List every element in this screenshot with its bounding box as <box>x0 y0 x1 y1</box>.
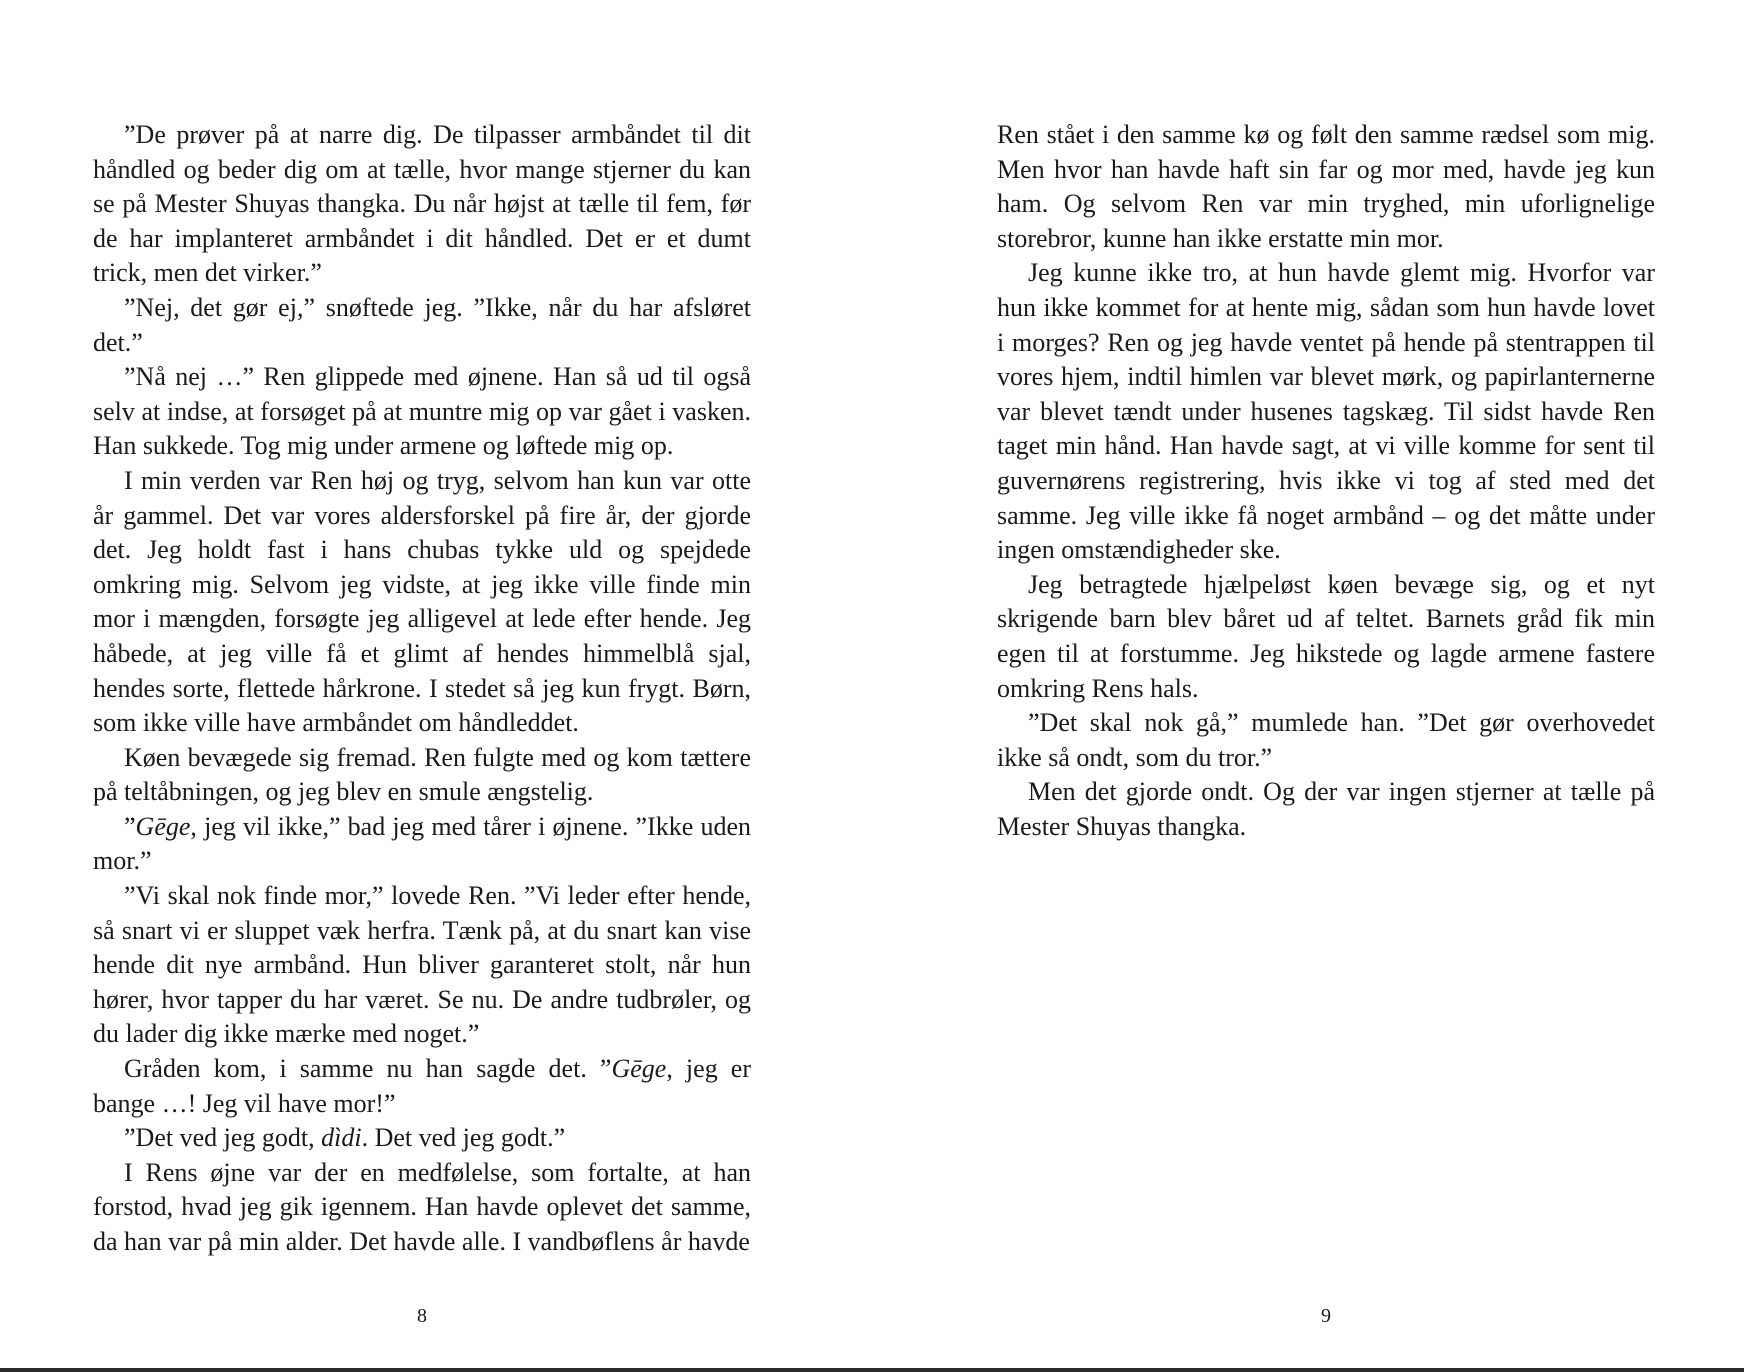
right-page <box>997 118 1655 1348</box>
text-run: I Rens øjne var der en medfølelse, som fortalte, at han forstod, hvad jeg gik igennem. Han havde oplevet det samme, da han var på min alder. Det havde alle. I vandbøflens år havde <box>93 1157 751 1256</box>
paragraph <box>997 118 1655 256</box>
text-run: ” <box>124 811 136 841</box>
text-run: ”Vi skal nok finde mor,” lovede Ren. ”Vi leder efter hende, så snart vi er sluppet væk herfra. Tænk på, at du snart kan vise hende dit nye armbånd. Hun bliver garanteret stolt, når hun hører, hvor tapper du har været. Se nu. De andre tudbrøler, og du lader dig ikke mærke med noget.” <box>93 881 751 1049</box>
bottom-edge-bar <box>0 1368 1744 1372</box>
italic-word: dìdi <box>321 1123 362 1153</box>
left-page <box>93 118 751 1348</box>
paragraph <box>93 879 751 1052</box>
text-run: ”De prøver på at narre dig. De tilpasser armbåndet til dit håndled og beder dig om at tælle, hvor mange stjerner du kan se på Mester Shuyas thangka. Du når højst at tælle til fem, før de har implanteret armbåndet i dit håndled. Det er et dumt trick, men det virker.” <box>93 120 751 288</box>
paragraph <box>997 256 1655 567</box>
right-page-body <box>997 118 1655 844</box>
left-page-body <box>93 118 751 1260</box>
text-run: ”Det ved jeg godt, <box>124 1123 322 1153</box>
italic-word: Gēge <box>611 1054 667 1084</box>
paragraph <box>997 706 1655 775</box>
paragraph <box>93 1156 751 1260</box>
paragraph <box>93 118 751 291</box>
right-page-number: 9 <box>1321 1305 1331 1327</box>
left-page-number: 8 <box>417 1305 427 1327</box>
paragraph <box>997 568 1655 706</box>
text-run: ”Nej, det gør ej,” snøftede jeg. ”Ikke, når du har afsløret det.” <box>93 292 751 357</box>
text-run: Gråden kom, i samme nu han sagde det. ” <box>124 1054 612 1084</box>
text-run: Jeg kunne ikke tro, at hun havde glemt mig. Hvorfor var hun ikke kommet for at hente mig, sådan som hun havde lovet i morges? Ren og jeg havde ventet på hende på stentrappen til vores hjem, indtil himlen var blevet mørk, og papirlanternerne var blevet tændt under husenes tagskæg. Til sidst havde Ren taget min hånd. Han havde sagt, at vi ville komme for sent til guvernørens registrering, hvis ikke vi tog af sted med det samme. Jeg ville ikke få noget armbånd – og det måtte under ingen omstændigheder ske. <box>997 258 1655 565</box>
paragraph <box>93 464 751 741</box>
text-run: Men det gjorde ondt. Og der var ingen stjerner at tælle på Mester Shuyas thangka. <box>997 777 1655 841</box>
text-run: ”Det skal nok gå,” mumlede han. ”Det gør overhovedet ikke så ondt, som du tror.” <box>997 708 1655 772</box>
paragraph <box>93 291 751 360</box>
paragraph <box>93 1052 751 1121</box>
paragraph <box>93 810 751 879</box>
text-run: Jeg betragtede hjælpeløst køen bevæge sig, og et nyt skrigende barn blev båret ud af teltet. Barnets gråd fik min egen til at forstumme. Jeg hikstede og lagde armene fastere omkring Rens hals. <box>997 569 1655 703</box>
text-run: I min verden var Ren høj og tryg, selvom han kun var otte år gammel. Det var vores aldersforskel på fire år, der gjorde det. Jeg holdt fast i hans chubas tykke uld og spejdede omkring mig. Selvom jeg vidste, at jeg ikke ville finde min mor i mængden, forsøgte jeg alligevel at lede efter hende. Jeg håbede, at jeg ville få et glimt af hendes himmelblå sjal, hendes sorte, flettede hårkrone. I stedet så jeg kun frygt. Børn, som ikke ville have armbåndet om håndleddet. <box>93 465 751 738</box>
paragraph <box>93 1121 751 1156</box>
text-run: Ren stået i den samme kø og følt den samme rædsel som mig. Men hvor han havde haft sin far og mor med, havde jeg kun ham. Og selvom Ren var min tryghed, min uforlignelige storebror, kunne han ikke erstatte min mor. <box>997 120 1655 253</box>
text-run: Køen bevægede sig fremad. Ren fulgte med og kom tættere på teltåbningen, og jeg blev en smule ængstelig. <box>93 742 751 807</box>
text-run: ”Nå nej …” Ren glippede med øjnene. Han så ud til også selv at indse, at forsøget på at muntre mig op var gået i vasken. Han sukkede. Tog mig under armene og løftede mig op. <box>93 362 751 461</box>
text-run: . Det ved jeg godt.” <box>361 1123 566 1153</box>
text-run: , jeg er bange …! Jeg vil have mor!” <box>93 1054 751 1118</box>
paragraph <box>93 741 751 810</box>
paragraph <box>93 360 751 464</box>
italic-word: Gēge <box>135 811 191 841</box>
text-run: , jeg vil ikke,” bad jeg med tårer i øjnene. ”Ikke uden mor.” <box>93 811 751 876</box>
paragraph <box>997 775 1655 844</box>
